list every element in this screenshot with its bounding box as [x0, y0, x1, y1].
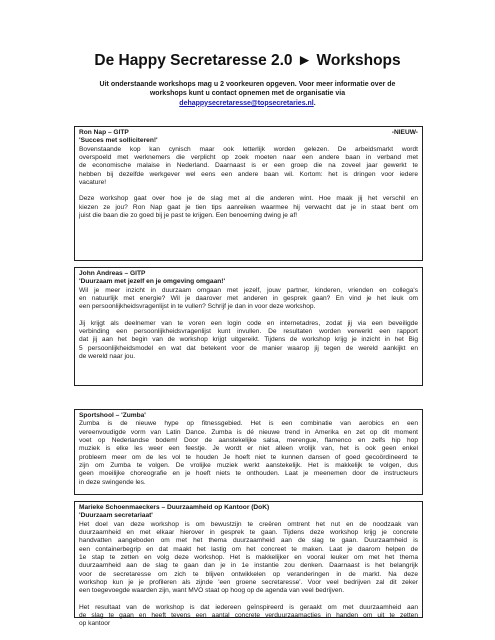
workshop-paragraph — [79, 146, 418, 188]
paragraph-line: duurzaamheid aan de slag te gaan dan je in 1e instantie zou denken. Daarnaast is het belangrijk — [79, 562, 418, 570]
intro-line: Uit onderstaande workshops mag u 2 voorkeuren opgeven. Voor meer informatie over de — [99, 81, 396, 88]
paragraph-line: de slag te gaan en heeft tevens een aantal concrete verduurzaamacties in handen om uit te zetten — [79, 612, 418, 620]
paragraph-line: kiezen ze jou? Ron Nap gaat je tien tips aanreiken waarmee hij verwacht dat je in staat bent om — [79, 203, 418, 211]
paragraph-line: workshop kun je je profileren als zijnde 'een groene secretaresse'. Voor veel bedrijven zal dit zeker — [79, 579, 418, 587]
paragraph-line: handvatten aangeboden om met het thema duurzaamheid aan de slag te gaan. Duurzaamheid is — [79, 537, 418, 545]
paragraph-line: probleem meer om de les vol te houden Je hoeft niet te kunnen dansen of goed gecoördineerd te — [79, 453, 418, 461]
paragraph-line: dat jij aan het begin van de workshop krijgt uitgereikt. Tijdens de workshop krijg je inzicht in het Big — [79, 336, 418, 344]
intro-text — [70, 80, 425, 108]
paragraph-line: 5 persoonlijkheidsmodel en wat dat betekent voor de manier waarop jij tegen de wereld aankijkt en — [79, 344, 418, 352]
paragraph-line: juist die baan die zo goed bij je past te krijgen. Een benoeming dwing je af! — [79, 212, 298, 220]
workshop-speaker: Marieke Schoenmaeckers – Duurzaamheid op Kantoor (DoK) — [79, 504, 270, 511]
paragraph-line: vereenvoudigde vorm van Latin Dance. Zumba is dé nieuwe trend in Amerika en zet op dit moment — [79, 428, 418, 436]
paragraph-line: Zumba is de nieuwe hype op fitnessgebied. Het is een combinatie van aerobics en een — [79, 420, 418, 428]
workshop-box-john-andreas — [74, 267, 423, 386]
workshop-box-zumba — [74, 409, 423, 495]
paragraph-line: op kantoor — [79, 620, 111, 628]
paragraph-line: de wereld naar jou. — [79, 353, 136, 361]
paragraph-line: voor de secretaresse om zich te blijven ontwikkelen op veranderingen in de markt. Na deze — [79, 570, 418, 578]
paragraph-line: een toegevoegde waarden zijn, want MVO staat op hoog op de agenda van veel bedrijven. — [79, 587, 345, 595]
workshop-speaker: Sportshool – 'Zumba' — [79, 412, 146, 419]
workshop-paragraph — [79, 287, 418, 312]
paragraph-line: overspoeld met werknemers die verplicht op zoek moeten naar een andere baan in verband met — [79, 154, 418, 162]
workshop-title: 'Duurzaam secretariaat' — [79, 512, 153, 520]
paragraph-line: verbinding een persoonlijkheidsvragenlijst kunt invullen. De resultaten worden verwerkt een rapport — [79, 328, 418, 336]
paragraph-line: Het resultaat van de workshop is dat iedereen geïnspireerd is geraakt om met duurzaamheid aan — [79, 603, 418, 611]
paragraph-line: Jij krijgt als deelnemer van te voren een login code en internetadres, zodat jij via een beveiligde — [79, 319, 418, 327]
new-badge: -NIEUW- — [391, 129, 418, 136]
paragraph-line: en natuurlijk met energie? Wil je daarover met anderen in gesprek gaan? En vind je het leuk om — [79, 295, 418, 303]
paragraph-line: Het doel van deze workshop is om bewustzijn te creëren omtrent het nut en de noodzaak van — [79, 520, 418, 528]
paragraph-line: Deze workshop gaat over hoe je de slag met al die anderen wint. Hoe maak jij het verschil en — [79, 195, 418, 203]
workshop-paragraph — [79, 420, 418, 487]
paragraph-line: in deze swingende les. — [79, 478, 146, 486]
workshop-box-ron-nap — [74, 126, 423, 261]
intro-link-suffix: . — [313, 99, 316, 107]
workshop-box-marieke-schoenmaeckers — [74, 501, 423, 628]
paragraph-line: zijn om Zumba te volgen. De vrolijke muziek werkt aanstekelijk. Het is makkelijk te volgen, dus — [79, 462, 418, 470]
workshop-paragraph — [79, 195, 418, 220]
workshop-title: 'Succes met solliciteren!' — [79, 137, 158, 145]
workshop-title: 'Duurzaam met jezelf en je omgeving omgaan!' — [79, 278, 226, 286]
paragraph-line: Wil je meer inzicht in duurzaam omgaan met jezelf, jouw partner, kinderen, vrienden en collega's — [79, 286, 418, 294]
page-title: De Happy Secretaresse 2.0 ► Workshops — [94, 52, 401, 69]
paragraph-line: de economische malaise in Nederland. Daarnaast is er een groep die na zoveel jaar gewerkt te — [79, 162, 418, 170]
workshop-speaker: John Andreas – GITP — [79, 270, 146, 277]
workshop-paragraph — [79, 320, 418, 362]
paragraph-line: hebben bij dezelfde werkgever wel eens een andere baan wil. Kortom: het is dringen voor iedere — [79, 170, 418, 178]
paragraph-line: duurzaamheid en met elkaar hierover in gesprek te gaan. Tijdens deze workshop krijg je concrete — [79, 529, 418, 537]
workshop-paragraph — [79, 604, 418, 629]
paragraph-line: geen moeilijke choreografie en je hoeft niets te onthouden. Laat je meenemen door de instructeurs — [79, 470, 418, 478]
contact-email-link[interactable]: dehappysecretaresse@topsecretaries.nl — [179, 99, 314, 107]
intro-line: workshops kunt u contact opnemen met de organisatie via — [149, 90, 346, 98]
paragraph-line: een persoonlijkheidsvragenlijst in te vullen? Schrijf je dan in voor deze workshop. — [79, 303, 316, 311]
paragraph-line: een containerbegrip en dat maakt het lastig om het concreet te maken. Laat je daarom helpen de — [79, 545, 418, 553]
paragraph-line: Bovenstaande kop kan cynisch maar ook letterlijk worden gelezen. De arbeidsmarkt wordt — [79, 145, 418, 153]
paragraph-line: 1e stap te zetten en volg deze workshop. Het is makkelijker en vooral leuker om met het thema — [79, 554, 418, 562]
paragraph-line: voet op Nederlandse bodem! Door de aanstekelijke salsa, merengue, flamenco en zelfs hip hop — [79, 437, 418, 445]
paragraph-line: muziek is elke les weer een feestje. Je wordt er niet alleen vrolijk van, het is ook geen enkel — [79, 445, 418, 453]
paragraph-line: vacature! — [79, 179, 107, 187]
workshop-speaker: Ron Nap – GITP — [79, 129, 129, 136]
workshop-paragraph — [79, 521, 418, 596]
